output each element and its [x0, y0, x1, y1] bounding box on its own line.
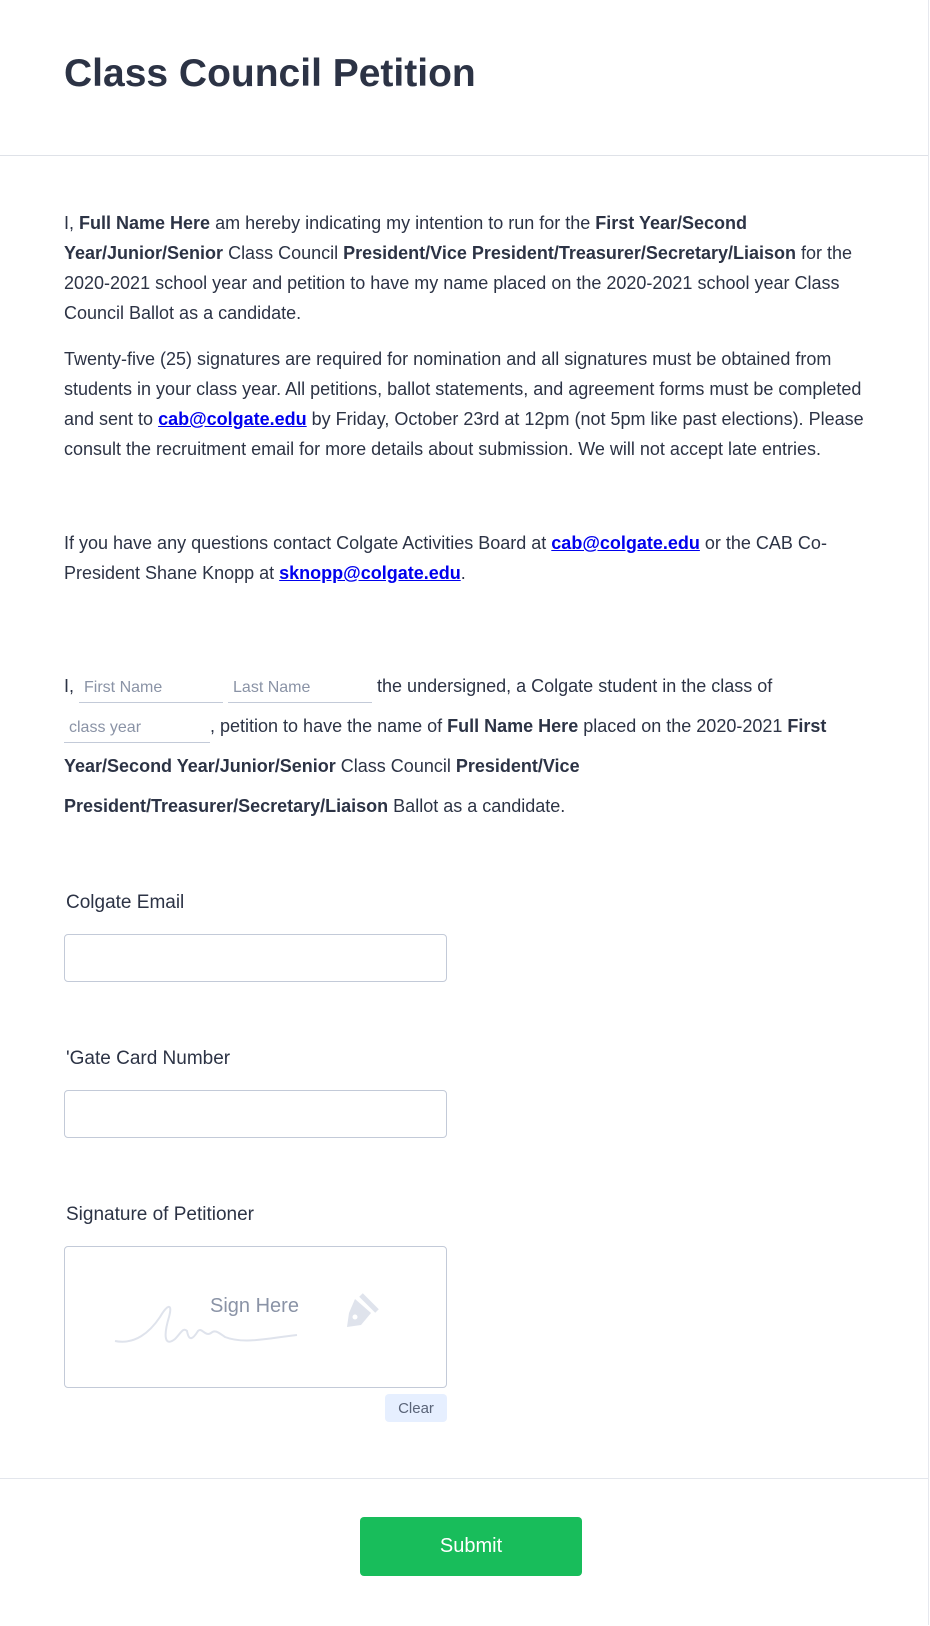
card-number-label: 'Gate Card Number: [66, 1048, 231, 1069]
text: Ballot as a candidate.: [388, 796, 566, 816]
first-name-input[interactable]: [79, 674, 223, 703]
text: Twenty-five (25) signatures are required for nomination and all signatures must be obtained from students in your class year. All petitions, ballot statements, and agreement forms must be completed and sent to: [64, 349, 862, 429]
candidate-name: Full Name Here: [447, 716, 579, 736]
text: .: [460, 563, 466, 583]
intro-paragraph-1: [64, 208, 864, 328]
text: I,: [64, 676, 80, 696]
text: I,: [64, 213, 80, 233]
clear-signature-button[interactable]: Clear: [385, 1394, 447, 1422]
text: or the CAB Co-President Shane Knopp at: [64, 533, 827, 583]
form-content: [0, 156, 928, 1417]
cab-email-link[interactable]: cab@colgate.edu: [158, 409, 307, 429]
card-number-input[interactable]: [64, 1090, 447, 1138]
text: Class Council: [335, 756, 456, 776]
positions: President/Vice President/Treasurer/Secretary/Liaison: [343, 243, 797, 263]
cab-email-link[interactable]: cab@colgate.edu: [551, 533, 700, 553]
form-footer: [0, 1478, 928, 1626]
class-year-input[interactable]: [64, 714, 210, 743]
text: If you have any questions contact Colgate Activities Board at: [64, 533, 552, 553]
email-label: Colgate Email: [66, 892, 185, 913]
sign-here-placeholder: Sign Here: [210, 1295, 299, 1317]
submit-button[interactable]: Submit: [360, 1517, 582, 1576]
petition-sentence: [64, 666, 864, 826]
candidate-name: Full Name Here: [79, 213, 211, 233]
sknopp-email-link[interactable]: sknopp@colgate.edu: [279, 563, 461, 583]
class-years: First Year/Second Year/Junior/Senior: [64, 716, 827, 776]
contact-paragraph: [64, 528, 864, 588]
text: am hereby indicating my intention to run for the: [210, 213, 596, 233]
signature-pad[interactable]: [64, 1246, 447, 1388]
text: the undersigned, a Colgate student in the class of: [372, 676, 773, 696]
form-header: [0, 0, 928, 156]
class-years: First Year/Second Year/Junior/Senior: [64, 213, 748, 263]
text: for the 2020-2021 school year and petition to have my name placed on the 2020-2021 school year Class Council Ballot as a candidate.: [64, 243, 853, 323]
signature-label: Signature of Petitioner: [66, 1204, 255, 1225]
positions: President/Vice President/Treasurer/Secretary/Liaison: [64, 756, 580, 816]
page-title: Class Council Petition: [64, 52, 476, 95]
intro-paragraph-2: [64, 344, 864, 464]
last-name-input[interactable]: [228, 674, 372, 703]
text: by Friday, October 23rd at 12pm (not 5pm like past elections). Please consult the recruitment email for more details about submission. We will not accept late entries.: [64, 409, 864, 459]
text: , petition to have the name of: [210, 716, 448, 736]
text: placed on the 2020-2021: [578, 716, 788, 736]
text: Class Council: [223, 243, 344, 263]
email-input[interactable]: [64, 934, 447, 982]
